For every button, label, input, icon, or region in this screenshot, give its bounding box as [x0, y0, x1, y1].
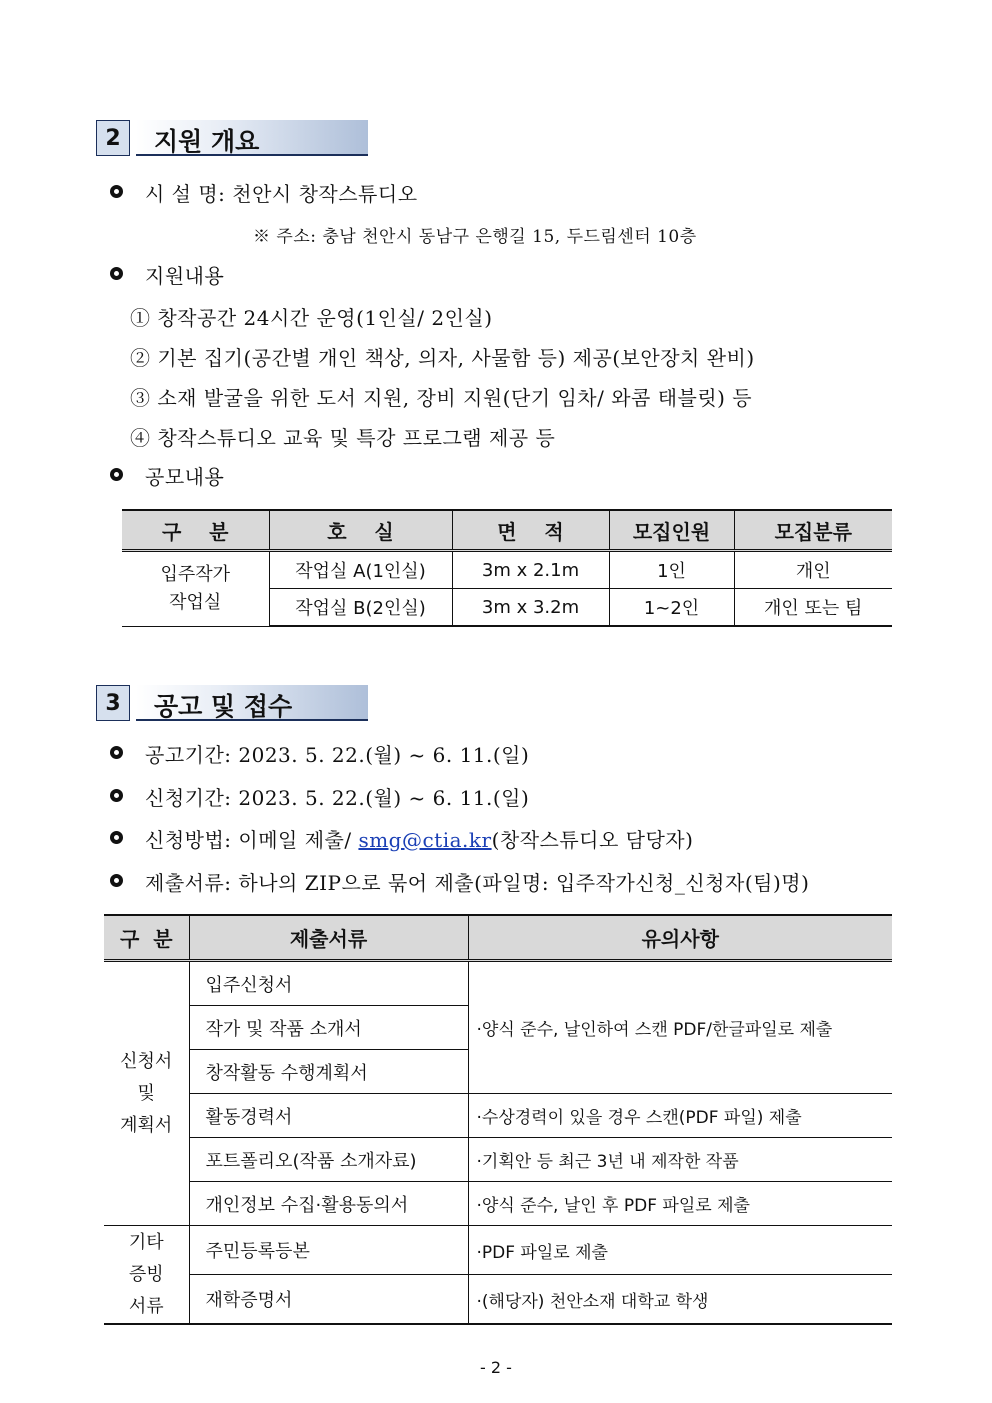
- note-cell: ·(해당자) 천안소재 대학교 학생: [468, 1275, 892, 1325]
- section-title: 공고 및 접수: [154, 692, 293, 721]
- section-2-header: [96, 120, 368, 158]
- room-cell: 작업실 A(1인실): [269, 551, 452, 589]
- apply-method: [145, 824, 693, 853]
- page-number: - 2 -: [480, 1358, 512, 1377]
- area-cell: 3m x 2.1m: [452, 551, 609, 589]
- note-cell: ·양식 준수, 날인 후 PDF 파일로 제출: [468, 1182, 892, 1226]
- capacity-cell: 1인: [609, 551, 734, 589]
- document-cell: 창작활동 수행계획서: [189, 1050, 468, 1094]
- table-header-row: [104, 915, 892, 961]
- bullet-icon: [110, 874, 123, 887]
- bullet-icon: [110, 267, 123, 280]
- note-cell: ·기획안 등 최근 3년 내 제작한 작품: [468, 1138, 892, 1182]
- type-cell: 개인: [734, 551, 892, 589]
- document-cell: 입주신청서: [189, 961, 468, 1006]
- section-number: 2: [96, 120, 130, 156]
- note-cell: ·PDF 파일로 제출: [468, 1226, 892, 1275]
- column-header: 모집인원: [609, 510, 734, 551]
- group-cell: 신청서 및 계획서: [104, 961, 189, 1226]
- bullet-icon: [110, 831, 123, 844]
- documents-table: [104, 914, 892, 1325]
- group-cell: 기타 증빙 서류: [104, 1226, 189, 1325]
- apply-method-prefix: 신청방법: 이메일 제출/: [145, 828, 359, 852]
- table-row: [104, 1182, 892, 1226]
- document-cell: 활동경력서: [189, 1094, 468, 1138]
- category-cell: 입주작가 작업실: [122, 551, 269, 627]
- note-cell: ·수상경력이 있을 경우 스캔(PDF 파일) 제출: [468, 1094, 892, 1138]
- apply-method-suffix: (창작스튜디오 담당자): [491, 828, 694, 852]
- notice-period: 공고기간: 2023. 5. 22.(월) ~ 6. 11.(일): [145, 743, 530, 767]
- support-item: ① 창작공간 24시간 운영(1인실/ 2인실): [130, 306, 493, 330]
- column-header: 유의사항: [468, 915, 892, 961]
- column-header: 구 분: [104, 915, 189, 961]
- document-cell: 재학증명서: [189, 1275, 468, 1325]
- table-row: [122, 551, 892, 589]
- document-cell: 포트폴리오(작품 소개자료): [189, 1138, 468, 1182]
- support-item: ④ 창작스튜디오 교육 및 특강 프로그램 제공 등: [130, 426, 556, 450]
- bullet-icon: [110, 789, 123, 802]
- support-heading: 지원내용: [145, 264, 225, 288]
- type-cell: 개인 또는 팀: [734, 589, 892, 627]
- table-row: [104, 1275, 892, 1325]
- facility-line: 시 설 명: 천안시 창작스튜디오: [145, 182, 418, 206]
- column-header: 구 분: [122, 510, 269, 551]
- table-row: [104, 1094, 892, 1138]
- document-cell: 개인정보 수집·활용동의서: [189, 1182, 468, 1226]
- room-cell: 작업실 B(2인실): [269, 589, 452, 627]
- apply-period: 신청기간: 2023. 5. 22.(월) ~ 6. 11.(일): [145, 786, 530, 810]
- document-cell: 작가 및 작품 소개서: [189, 1006, 468, 1050]
- column-header: 호 실: [269, 510, 452, 551]
- email-link[interactable]: smg@ctia.kr: [358, 828, 492, 852]
- documents-line: 제출서류: 하나의 ZIP으로 묶어 제출(파일명: 입주작가신청_신청자(팀)명): [145, 871, 810, 895]
- table-row: [104, 961, 892, 1006]
- bullet-icon: [110, 468, 123, 481]
- area-cell: 3m x 3.2m: [452, 589, 609, 627]
- address-note: ※ 주소: 충남 천안시 동남구 은행길 15, 두드림센터 10층: [253, 227, 697, 247]
- column-header: 제출서류: [189, 915, 468, 961]
- bullet-icon: [110, 746, 123, 759]
- section-number: 3: [96, 685, 130, 721]
- column-header: 면 적: [452, 510, 609, 551]
- table-row: [104, 1226, 892, 1275]
- bullet-icon: [110, 185, 123, 198]
- support-item: ③ 소재 발굴을 위한 도서 지원, 장비 지원(단기 임차/ 와콤 태블릿) 등: [130, 386, 753, 410]
- document-cell: 주민등록등본: [189, 1226, 468, 1275]
- note-cell: ·양식 준수, 날인하여 스캔 PDF/한글파일로 제출: [468, 961, 892, 1094]
- capacity-cell: 1~2인: [609, 589, 734, 627]
- recruit-table: [122, 509, 892, 627]
- support-item: ② 기본 집기(공간별 개인 책상, 의자, 사물함 등) 제공(보안장치 완비): [130, 346, 755, 370]
- section-3-header: [96, 685, 368, 723]
- section-title: 지원 개요: [154, 127, 260, 156]
- column-header: 모집분류: [734, 510, 892, 551]
- recruit-heading: 공모내용: [145, 465, 225, 489]
- table-row: [104, 1138, 892, 1182]
- table-header-row: [122, 510, 892, 551]
